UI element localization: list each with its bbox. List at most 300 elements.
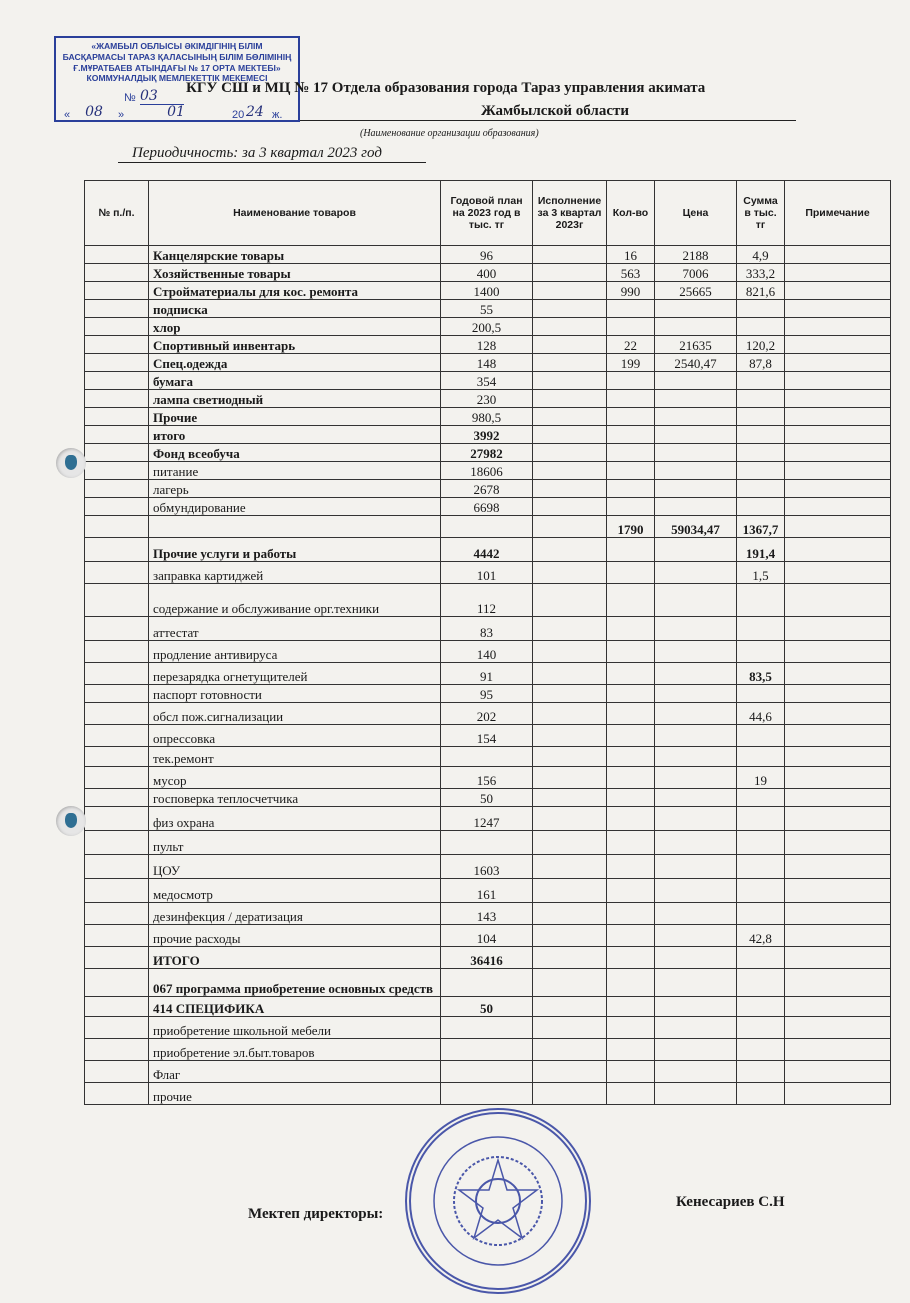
cell-note — [785, 725, 891, 747]
cell-price: 2540,47 — [655, 354, 737, 372]
cell-price — [655, 390, 737, 408]
cell-sum: 1367,7 — [737, 516, 785, 538]
cell-qty — [607, 426, 655, 444]
cell-plan — [441, 1017, 533, 1039]
cell-name: медосмотр — [149, 879, 441, 903]
signer-name: Кенесариев С.Н — [676, 1194, 785, 1210]
cell-num — [85, 997, 149, 1017]
cell-sum — [737, 372, 785, 390]
cell-sum — [737, 947, 785, 969]
cell-plan: 101 — [441, 562, 533, 584]
cell-qty — [607, 390, 655, 408]
cell-note — [785, 498, 891, 516]
cell-exec — [533, 1061, 607, 1083]
cell-exec — [533, 725, 607, 747]
cell-name — [149, 516, 441, 538]
cell-sum — [737, 789, 785, 807]
cell-note — [785, 925, 891, 947]
cell-price — [655, 300, 737, 318]
cell-plan: 55 — [441, 300, 533, 318]
cell-qty — [607, 480, 655, 498]
col-header-plan: Годовой план на 2023 год в тыс. тг — [441, 181, 533, 246]
table-row — [85, 516, 891, 538]
col-header-note: Примечание — [785, 181, 891, 246]
cell-num — [85, 1083, 149, 1105]
cell-plan: 202 — [441, 703, 533, 725]
cell-qty — [607, 807, 655, 831]
table-row — [85, 354, 891, 372]
table-row — [85, 685, 891, 703]
cell-name: подписка — [149, 300, 441, 318]
cell-sum — [737, 617, 785, 641]
col-header-sum: Сумма в тыс. тг — [737, 181, 785, 246]
cell-name: приобретение школьной мебели — [149, 1017, 441, 1039]
cell-num — [85, 462, 149, 480]
cell-sum — [737, 462, 785, 480]
cell-name: питание — [149, 462, 441, 480]
cell-exec — [533, 663, 607, 685]
cell-exec — [533, 1017, 607, 1039]
reg-month: 01 — [136, 104, 216, 121]
table-row — [85, 408, 891, 426]
cell-plan: 6698 — [441, 498, 533, 516]
cell-plan: 354 — [441, 372, 533, 390]
cell-name: Канцелярские товары — [149, 246, 441, 264]
cell-note — [785, 997, 891, 1017]
cell-qty — [607, 789, 655, 807]
cell-note — [785, 1017, 891, 1039]
cell-sum — [737, 903, 785, 925]
cell-price: 7006 — [655, 264, 737, 282]
cell-exec — [533, 685, 607, 703]
cell-sum: 83,5 — [737, 663, 785, 685]
cell-price — [655, 1039, 737, 1061]
table-row — [85, 947, 891, 969]
cell-exec — [533, 925, 607, 947]
cell-num — [85, 1039, 149, 1061]
cell-sum — [737, 390, 785, 408]
cell-sum: 821,6 — [737, 282, 785, 300]
cell-qty — [607, 462, 655, 480]
cell-qty: 1790 — [607, 516, 655, 538]
cell-name: содержание и обслуживание орг.техники — [149, 584, 441, 617]
cell-plan — [441, 516, 533, 538]
cell-price — [655, 1017, 737, 1039]
cell-sum — [737, 685, 785, 703]
cell-note — [785, 426, 891, 444]
cell-sum: 42,8 — [737, 925, 785, 947]
cell-note — [785, 1083, 891, 1105]
cell-qty — [607, 372, 655, 390]
cell-plan: 96 — [441, 246, 533, 264]
cell-note — [785, 947, 891, 969]
cell-price — [655, 462, 737, 480]
cell-price — [655, 685, 737, 703]
cell-plan: 128 — [441, 336, 533, 354]
cell-name: Прочие услуги и работы — [149, 538, 441, 562]
cell-exec — [533, 246, 607, 264]
cell-sum — [737, 879, 785, 903]
cell-sum: 87,8 — [737, 354, 785, 372]
col-header-exec: Исполнение за 3 квартал 2023г — [533, 181, 607, 246]
cell-sum: 4,9 — [737, 246, 785, 264]
cell-qty — [607, 538, 655, 562]
cell-note — [785, 336, 891, 354]
cell-sum — [737, 1061, 785, 1083]
cell-note — [785, 390, 891, 408]
cell-sum — [737, 480, 785, 498]
col-header-qty: Кол-во — [607, 181, 655, 246]
cell-sum — [737, 997, 785, 1017]
cell-num — [85, 390, 149, 408]
cell-name: прочие — [149, 1083, 441, 1105]
cell-qty — [607, 879, 655, 903]
cell-note — [785, 584, 891, 617]
cell-sum: 120,2 — [737, 336, 785, 354]
cell-price — [655, 641, 737, 663]
table-row — [85, 703, 891, 725]
cell-name: Спец.одежда — [149, 354, 441, 372]
cell-num — [85, 538, 149, 562]
cell-num — [85, 336, 149, 354]
cell-num — [85, 372, 149, 390]
cell-price — [655, 925, 737, 947]
registration-fields: № 03 « 08 » 01 20 24 ж. — [64, 88, 283, 121]
cell-qty: 16 — [607, 246, 655, 264]
cell-price: 25665 — [655, 282, 737, 300]
cell-name: Спортивный инвентарь — [149, 336, 441, 354]
cell-name: ИТОГО — [149, 947, 441, 969]
col-header-price: Цена — [655, 181, 737, 246]
table-row — [85, 767, 891, 789]
cell-note — [785, 480, 891, 498]
cell-name: 414 СПЕЦИФИКА — [149, 997, 441, 1017]
cell-sum — [737, 300, 785, 318]
cell-sum — [737, 747, 785, 767]
cell-qty — [607, 767, 655, 789]
stamp-line-3: Ғ.МҰРАТБАЕВ АТЫНДАҒЫ № 17 ОРТА МЕКТЕБІ» — [73, 62, 281, 73]
cell-qty — [607, 925, 655, 947]
cell-num — [85, 617, 149, 641]
cell-plan: 400 — [441, 264, 533, 282]
cell-plan: 104 — [441, 925, 533, 947]
cell-exec — [533, 336, 607, 354]
table-row — [85, 1061, 891, 1083]
cell-exec — [533, 969, 607, 997]
cell-exec — [533, 516, 607, 538]
cell-sum — [737, 1039, 785, 1061]
cell-qty — [607, 663, 655, 685]
cell-name: Хозяйственные товары — [149, 264, 441, 282]
cell-qty — [607, 855, 655, 879]
cell-num — [85, 663, 149, 685]
cell-price — [655, 444, 737, 462]
cell-qty — [607, 903, 655, 925]
cell-num — [85, 831, 149, 855]
table-row — [85, 336, 891, 354]
cell-note — [785, 462, 891, 480]
cell-plan: 1603 — [441, 855, 533, 879]
cell-price — [655, 372, 737, 390]
organization-region: Жамбылской области — [300, 103, 796, 121]
cell-exec — [533, 997, 607, 1017]
cell-exec — [533, 264, 607, 282]
cell-exec — [533, 767, 607, 789]
stamp-line-4: КОММУНАЛДЫҚ МЕМЛЕКЕТТІК МЕКЕМЕСІ — [86, 73, 268, 84]
cell-plan: 143 — [441, 903, 533, 925]
cell-price — [655, 831, 737, 855]
cell-num — [85, 703, 149, 725]
cell-name: приобретение эл.быт.товаров — [149, 1039, 441, 1061]
cell-num — [85, 767, 149, 789]
cell-price — [655, 498, 737, 516]
table-row — [85, 426, 891, 444]
cell-note — [785, 879, 891, 903]
cell-plan: 50 — [441, 789, 533, 807]
cell-plan: 36416 — [441, 947, 533, 969]
cell-sum — [737, 1083, 785, 1105]
cell-name: заправка картиджей — [149, 562, 441, 584]
cell-qty: 563 — [607, 264, 655, 282]
cell-price — [655, 703, 737, 725]
cell-sum — [737, 807, 785, 831]
cell-note — [785, 562, 891, 584]
cell-name: Стройматериалы для кос. ремонта — [149, 282, 441, 300]
cell-price: 21635 — [655, 336, 737, 354]
stamp-line-2: БАСҚАРМАСЫ ТАРАЗ ҚАЛАСЫНЫҢ БІЛІМ БӨЛІМІНІҢ — [62, 51, 292, 62]
cell-exec — [533, 584, 607, 617]
cell-num — [85, 685, 149, 703]
cell-note — [785, 703, 891, 725]
cell-qty: 199 — [607, 354, 655, 372]
cell-num — [85, 903, 149, 925]
cell-exec — [533, 703, 607, 725]
cell-exec — [533, 480, 607, 498]
cell-plan: 156 — [441, 767, 533, 789]
cell-qty — [607, 617, 655, 641]
cell-sum: 44,6 — [737, 703, 785, 725]
cell-price — [655, 408, 737, 426]
table-row — [85, 300, 891, 318]
cell-plan: 4442 — [441, 538, 533, 562]
cell-plan: 140 — [441, 641, 533, 663]
cell-note — [785, 1061, 891, 1083]
cell-num — [85, 789, 149, 807]
cell-exec — [533, 903, 607, 925]
cell-price — [655, 879, 737, 903]
reg-day: 08 — [74, 104, 114, 121]
cell-qty — [607, 947, 655, 969]
cell-qty — [607, 1083, 655, 1105]
cell-qty — [607, 318, 655, 336]
cell-plan: 230 — [441, 390, 533, 408]
cell-qty — [607, 1039, 655, 1061]
table-row — [85, 997, 891, 1017]
table-row — [85, 747, 891, 767]
official-seal-icon — [405, 1108, 591, 1294]
cell-price — [655, 767, 737, 789]
cell-note — [785, 282, 891, 300]
reg-year-prefix: 20 — [232, 109, 245, 121]
cell-note — [785, 663, 891, 685]
reg-year-mark: ж. — [272, 109, 283, 121]
cell-name: дезинфекция / дератизация — [149, 903, 441, 925]
cell-num — [85, 246, 149, 264]
stamp-line-1: «ЖАМБЫЛ ОБЛЫСЫ ӘКІМДІГІНІҢ БІЛІМ — [91, 41, 263, 51]
cell-qty — [607, 408, 655, 426]
cell-num — [85, 807, 149, 831]
punch-hole-icon — [56, 448, 86, 478]
cell-plan — [441, 831, 533, 855]
table-row — [85, 1083, 891, 1105]
cell-plan: 980,5 — [441, 408, 533, 426]
cell-price — [655, 584, 737, 617]
cell-note — [785, 264, 891, 282]
cell-plan — [441, 747, 533, 767]
cell-plan: 148 — [441, 354, 533, 372]
cell-note — [785, 831, 891, 855]
cell-sum — [737, 426, 785, 444]
cell-price — [655, 747, 737, 767]
cell-name: опрессовка — [149, 725, 441, 747]
punch-hole-icon — [56, 806, 86, 836]
cell-exec — [533, 1039, 607, 1061]
cell-plan: 50 — [441, 997, 533, 1017]
table-row — [85, 246, 891, 264]
cell-num — [85, 969, 149, 997]
cell-exec — [533, 426, 607, 444]
cell-note — [785, 617, 891, 641]
cell-price — [655, 538, 737, 562]
cell-plan: 200,5 — [441, 318, 533, 336]
cell-qty — [607, 562, 655, 584]
cell-price — [655, 1083, 737, 1105]
cell-sum — [737, 584, 785, 617]
cell-qty — [607, 685, 655, 703]
cell-price — [655, 789, 737, 807]
cell-num — [85, 879, 149, 903]
cell-name: физ охрана — [149, 807, 441, 831]
cell-plan: 3992 — [441, 426, 533, 444]
cell-num — [85, 426, 149, 444]
table-row — [85, 617, 891, 641]
cell-name: лампа светиодный — [149, 390, 441, 408]
cell-num — [85, 725, 149, 747]
cell-note — [785, 903, 891, 925]
table-row — [85, 879, 891, 903]
cell-num — [85, 584, 149, 617]
cell-price — [655, 480, 737, 498]
table-row — [85, 462, 891, 480]
cell-price — [655, 947, 737, 969]
cell-name: пульт — [149, 831, 441, 855]
table-row — [85, 1017, 891, 1039]
table-row — [85, 789, 891, 807]
cell-qty — [607, 1061, 655, 1083]
cell-name: обмундирование — [149, 498, 441, 516]
table-row — [85, 264, 891, 282]
table-body — [85, 246, 891, 1105]
table-row — [85, 372, 891, 390]
cell-price — [655, 997, 737, 1017]
reg-year-suffix: 24 — [246, 104, 264, 120]
cell-plan: 154 — [441, 725, 533, 747]
cell-price — [655, 617, 737, 641]
cell-plan — [441, 1061, 533, 1083]
cell-name: перезарядка огнетущителей — [149, 663, 441, 685]
table-row — [85, 969, 891, 997]
reg-number-label: № — [124, 92, 136, 104]
cell-exec — [533, 372, 607, 390]
cell-exec — [533, 1083, 607, 1105]
cell-sum — [737, 969, 785, 997]
cell-plan: 95 — [441, 685, 533, 703]
cell-plan: 112 — [441, 584, 533, 617]
cell-name: паспорт готовности — [149, 685, 441, 703]
table-row — [85, 498, 891, 516]
table-row — [85, 807, 891, 831]
table-row — [85, 562, 891, 584]
cell-qty — [607, 703, 655, 725]
cell-name: ЦОУ — [149, 855, 441, 879]
cell-sum — [737, 725, 785, 747]
cell-name: Флаг — [149, 1061, 441, 1083]
table-header-row — [85, 181, 891, 246]
cell-num — [85, 444, 149, 462]
cell-name: прочие расходы — [149, 925, 441, 947]
cell-num — [85, 516, 149, 538]
cell-qty — [607, 997, 655, 1017]
table-row — [85, 725, 891, 747]
cell-price: 2188 — [655, 246, 737, 264]
cell-note — [785, 855, 891, 879]
cell-note — [785, 354, 891, 372]
cell-num — [85, 354, 149, 372]
cell-price: 59034,47 — [655, 516, 737, 538]
cell-qty: 990 — [607, 282, 655, 300]
cell-name: госповерка теплосчетчика — [149, 789, 441, 807]
cell-note — [785, 246, 891, 264]
cell-note — [785, 516, 891, 538]
cell-num — [85, 562, 149, 584]
cell-exec — [533, 747, 607, 767]
cell-exec — [533, 831, 607, 855]
cell-num — [85, 282, 149, 300]
cell-num — [85, 1017, 149, 1039]
cell-sum: 333,2 — [737, 264, 785, 282]
cell-exec — [533, 641, 607, 663]
cell-plan — [441, 969, 533, 997]
cell-exec — [533, 462, 607, 480]
cell-num — [85, 498, 149, 516]
cell-note — [785, 641, 891, 663]
cell-sum: 191,4 — [737, 538, 785, 562]
expense-table — [84, 180, 891, 1105]
table-row — [85, 641, 891, 663]
cell-note — [785, 444, 891, 462]
cell-price — [655, 969, 737, 997]
cell-plan — [441, 1083, 533, 1105]
cell-qty — [607, 498, 655, 516]
cell-plan: 18606 — [441, 462, 533, 480]
table-row — [85, 584, 891, 617]
cell-qty — [607, 969, 655, 997]
cell-sum — [737, 408, 785, 426]
table-row — [85, 444, 891, 462]
cell-qty — [607, 300, 655, 318]
cell-sum — [737, 641, 785, 663]
cell-price — [655, 426, 737, 444]
